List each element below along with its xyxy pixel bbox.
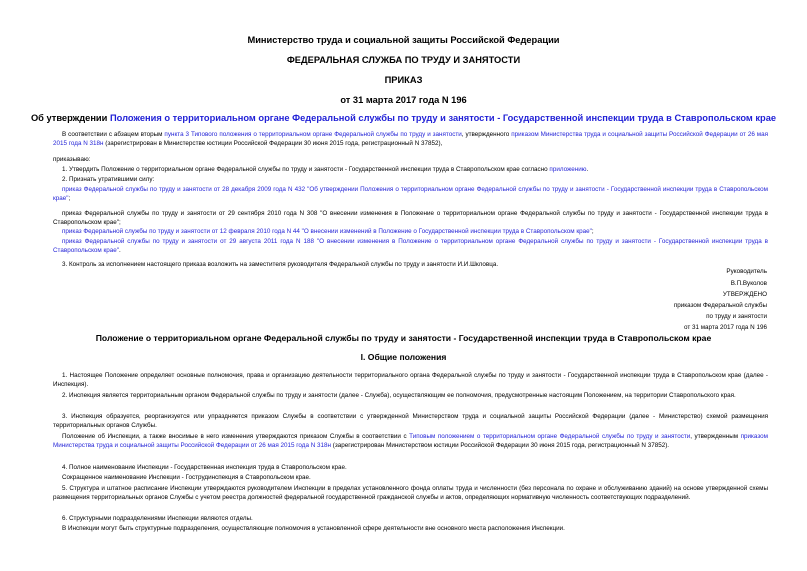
item-1 xyxy=(53,166,768,175)
regulation-p6: Сокращенное наименование Инспекции - Гострудинспекция в Ставропольском крае. xyxy=(62,474,311,481)
repealed-3 xyxy=(53,228,768,237)
regulation-p8: 6. Структурными подразделениями Инспекции являются отделы. xyxy=(62,515,253,522)
regulation-p4-text-1: Положение об Инспекции, а также вносимые в него изменения утверждаются приказом Службы в соответствии с xyxy=(62,433,410,440)
appendix-link[interactable]: приложению xyxy=(549,166,587,173)
order-date: от 31 марта 2017 года N 196 xyxy=(340,95,467,105)
item-2: 2. Признать утратившими силу: xyxy=(62,176,155,183)
approved-by-service: по труду и занятости xyxy=(706,313,767,320)
preamble-text-2: , утвержденного xyxy=(461,131,512,138)
approved-date: от 31 марта 2017 года N 196 xyxy=(683,324,767,331)
regulation-p4-text-3: (зарегистрирован Министерством юстиции Российской Федерации 30 июня 2015 года, регистрационный N 37852). xyxy=(330,441,670,449)
ministry-order-link[interactable]: приказом Министерства труда и социальной защиты Российской Федерации от 26 мая 2015 года N 318н xyxy=(53,131,769,147)
regulation-p9: В Инспекции могут быть структурные подразделения, осуществляющие полномочия в установленной сфере деятельности вне основного места расположения Инспекции. xyxy=(62,525,565,532)
typical-regulation-link-2[interactable]: Типовым положением о территориальном органе Федеральной службы по труду и занятости xyxy=(409,433,691,440)
service-heading: ФЕДЕРАЛЬНАЯ СЛУЖБА ПО ТРУДУ И ЗАНЯТОСТИ xyxy=(286,55,521,65)
repealed-4-end: . xyxy=(119,246,121,254)
typical-regulation-link[interactable]: пункта 3 Типового положения о территориальном органе Федеральной службы по труду и занятости xyxy=(164,131,462,138)
section-heading: I. Общие положения xyxy=(360,352,447,362)
orders-word: приказываю: xyxy=(53,156,91,163)
repealed-3-end: ; xyxy=(591,228,594,235)
repealed-order-188-link[interactable]: приказ Федеральной службы по труду и занятости от 29 августа 2011 года N 188 "О внесении изменения в Положение о территориальном органе Федеральной службы по труду и занятости - Государственной инспекции труда в Ставропольском крае" xyxy=(53,238,768,254)
doc-type-heading: ПРИКАЗ xyxy=(384,75,423,85)
item-1-text: 1. Утвердить Положение о территориальном органе Федеральной службы по труду и занятости - Государственной инспекции труда в Ставропольском крае согласно xyxy=(62,166,550,173)
preamble-text-1: В соответствии с абзацем вторым xyxy=(62,131,165,138)
repealed-2: приказ Федеральной службы по труду и занятости от 29 сентября 2010 года N 308 "О внесении изменения в Положение о территориальном органе Федеральной службы по труду и занятости - Государственной инспекции труда в Ставропольском крае"; xyxy=(53,210,768,226)
regulation-p3: 3. Инспекция образуется, реорганизуется или упраздняется приказом Службы в соответствии с утвержденной Министерством труда и социальной защиты Российской Федерации (далее - Министерство) схемой размещения территориальных органов Службы. xyxy=(53,413,768,429)
signature-role: Руководитель xyxy=(726,268,767,275)
repealed-1 xyxy=(53,186,768,203)
order-title-prefix: Об утверждении xyxy=(30,113,110,123)
repealed-order-44-link[interactable]: приказ Федеральной службы по труду и занятости от 12 февраля 2010 года N 44 "О внесении изменений в Положение о Государственной инспекции труда в Ставропольском крае" xyxy=(62,228,592,235)
regulation-p4-text-2: , утвержденным xyxy=(690,433,741,440)
item-3: 3. Контроль за исполнением настоящего приказа возложить на заместителя руководителя Федеральной службы по труду и занятости И.И.Шкловца. xyxy=(62,261,499,268)
regulation-p2: 2. Инспекция является территориальным органом Федеральной службы по труду и занятости (далее - Служба), осуществляющим ее полномочия, предусмотренные настоящим Положением, на территории Ставропольского края. xyxy=(62,392,736,399)
order-title-link[interactable]: Положения о территориальном органе Федеральной службы по труду и занятости - Государственной инспекции труда в Ставропольском крае xyxy=(109,113,777,123)
approved-by-order: приказом Федеральной службы xyxy=(673,302,767,309)
approved-stamp: УТВЕРЖДЕНО xyxy=(722,291,767,298)
preamble-paragraph xyxy=(53,131,768,148)
ministry-order-link-2[interactable]: приказом Министерства труда и социальной защиты Российской Федерации от 26 мая 2015 года N 318н xyxy=(53,433,769,449)
regulation-title: Положение о территориальном органе Федеральной службы по труду и занятости - Государственной инспекции труда в Ставропольском крае xyxy=(95,333,712,343)
regulation-p4 xyxy=(53,433,768,450)
regulation-p5: 4. Полное наименование Инспекции - Государственная инспекция труда в Ставропольском крае. xyxy=(62,464,347,471)
regulation-p7: 5. Структура и штатное расписание Инспекции утверждаются руководителем Инспекции в пределах установленного фонда оплаты труда и численности (без персонала по охране и обслуживанию зданий) на основе утвержденной схемы размещения территориальных органов Службы с учетом реестра должностей федеральной государственной гражданской службы и актов, определяющих нормативную численность соответствующих подразделений. xyxy=(53,485,768,501)
preamble-text-3: (зарегистрирован в Министерстве юстиции Российской Федерации 30 июня 2015 года, регистрационный N 37852), xyxy=(103,139,443,147)
item-1-end: . xyxy=(586,166,589,173)
regulation-p1: 1. Настоящее Положение определяет основные полномочия, права и организацию деятельности территориального органа Федеральной службы по труду и занятости - Государственной инспекции труда в Ставропольском крае (далее - Инспекция). xyxy=(53,372,768,388)
repealed-order-432-link[interactable]: приказ Федеральной службы по труду и занятости от 28 декабря 2009 года N 432 "Об утверждении Положения о территориальном органе Федеральной службы по труду и занятости - Государственной инспекции труда в Ставропольском крае" xyxy=(53,186,768,202)
signature-name: В.П.Вуколов xyxy=(730,280,767,287)
order-title xyxy=(0,112,807,124)
ministry-heading: Министерство труда и социальной защиты Российской Федерации xyxy=(247,35,560,45)
repealed-1-end: ; xyxy=(68,194,71,202)
repealed-4 xyxy=(53,238,768,255)
